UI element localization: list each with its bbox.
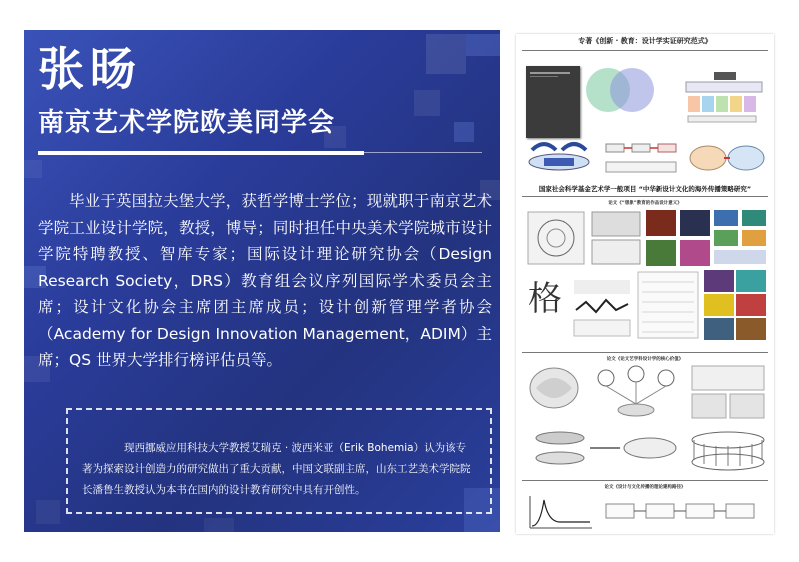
- research-figure: [590, 210, 642, 266]
- divider: [522, 352, 768, 353]
- divider: [522, 480, 768, 481]
- pixel-decoration: [414, 90, 440, 116]
- fund-project-title: 国家社会科学基金艺术学一般项目 “中华新设计文化的海外传播策略研究”: [538, 185, 752, 193]
- research-figure: [530, 424, 680, 472]
- profile-panel: [24, 30, 500, 532]
- organization-title: 南京艺术学院欧美同学会: [38, 108, 336, 138]
- process-diagram: [524, 138, 594, 178]
- framework-diagram: [684, 70, 764, 126]
- research-figure: [586, 364, 686, 420]
- book-cover-lines: [530, 70, 570, 79]
- research-figure: [572, 270, 632, 340]
- biography-text: 毕业于英国拉夫堡大学，获哲学博士学位；现就职于南京艺术学院工业设计学院，教授，博导；同时担任中央美术学院城市设计学院特聘教授、智库专家；国际设计理论研究协会（Design Research Society，DRS）教育组会议序列国际学术委员会主席；设计文化协会主席团主席成员；设计创新管理学者协会（Academy for Design Innovation Management，ADIM）主席；QS 世界大学排行榜评估员等。: [38, 192, 492, 369]
- svg-text:格: 格: [528, 279, 562, 319]
- paper-title: 论文《“想象”教育的作品设计意义》: [608, 201, 682, 206]
- divider: [522, 196, 768, 197]
- research-figure: [526, 492, 596, 532]
- book-spread-page: [516, 34, 774, 534]
- research-figure: [690, 364, 766, 420]
- pixel-decoration: [204, 518, 234, 532]
- research-figure: [526, 270, 570, 340]
- research-figure: [704, 270, 766, 340]
- research-figure: [526, 364, 582, 414]
- research-figure: [526, 210, 586, 266]
- paper-title: 论文《论文艺学科设计学的核心价值》: [606, 357, 684, 362]
- research-figure: [714, 210, 766, 266]
- pixel-decoration: [24, 160, 42, 178]
- title-underline: [38, 151, 364, 155]
- pixel-decoration: [466, 34, 500, 56]
- research-figure: [602, 494, 762, 530]
- pixel-decoration: [454, 122, 474, 142]
- process-diagram: [602, 138, 682, 178]
- pixel-decoration: [36, 500, 60, 524]
- research-figure: [646, 210, 710, 266]
- divider: [522, 50, 768, 51]
- book-title: 专著《创新 · 教育：设计学实证研究范式》: [578, 37, 712, 45]
- process-diagram: [688, 138, 766, 178]
- research-figure: [636, 270, 700, 340]
- endorsement-text: 现西挪威应用科技大学教授艾瑞克 · 波西米亚（Erik Bohemia）认为该专著为探索设计创造力的研究做出了重大贡献，中国文联副主席，山东工艺美术学院院长潘鲁生教授认为本书在国内的设计教育研究中具有开创性。: [82, 442, 471, 496]
- person-name: 张旸: [38, 42, 142, 96]
- venn-diagram: [610, 68, 654, 112]
- paper-title: 论文《设计与文化传播的理论建构路径》: [604, 485, 686, 490]
- title-underline-thin: [364, 152, 482, 153]
- research-figure: [688, 426, 768, 472]
- pixel-decoration: [426, 34, 466, 74]
- endorsement-box: [66, 408, 492, 514]
